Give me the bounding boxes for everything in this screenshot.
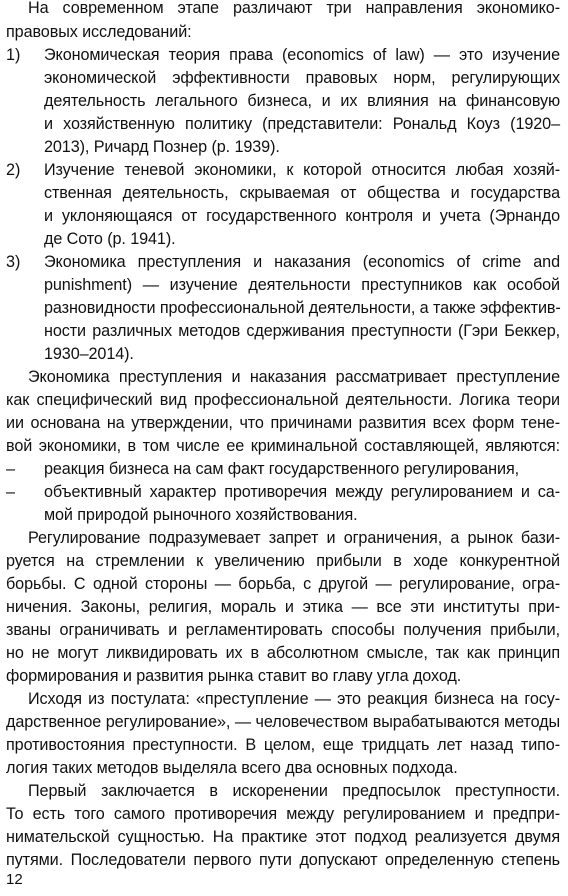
paragraph-line: То есть того самого противоречия между регулированием и предпри- [6, 805, 560, 823]
list-item-line: Экономика преступления и наказания (economics of crime and [44, 253, 560, 271]
document-page [6, 0, 562, 896]
paragraph-line: званы ограничивать и регламентировать способы получения прибыли, [6, 621, 560, 639]
dash-item-line: объективный характер противоречия между регулированием и са- [44, 483, 560, 501]
list-item-line: и уклоняющаяся от государственного контроля и учета (Эрнандо [44, 207, 560, 225]
paragraph-line: дарственное регулирование», — человечеством вырабатываются методы [6, 713, 560, 731]
intro-line: На современном этапе различают три направления экономико- [28, 0, 560, 17]
paragraph-line: как специфический вид профессиональной деятельности. Логика теори [6, 391, 560, 409]
list-item-line: и хозяйственную политику (представители: Рональд Коуз (1920– [44, 115, 560, 133]
list-marker: 1) [6, 46, 21, 64]
page-number: 12 [6, 871, 23, 888]
paragraph-line: борьбы. С одной стороны — борьба, с другой — регулирование, огра- [6, 575, 560, 593]
paragraph-line: Первый заключается в искоренении предпосылок преступности. [28, 782, 560, 800]
paragraph-line: но не могут ликвидировать их в абсолютном смысле, так как принцип [6, 644, 560, 662]
list-item-line: де Сото (р. 1941). [44, 230, 176, 248]
list-item-line: Экономическая теория права (economics of law) — это изучение [44, 46, 560, 64]
paragraph-line: нимательской сущностью. На практике этот подход реализуется двумя [6, 828, 560, 846]
paragraph-line: противостояния преступности. В целом, еще тридцать лет назад типо- [6, 736, 560, 754]
list-item-line: ственная деятельность, скрываемая от общества и государства [44, 184, 560, 202]
list-item-line: деятельность легального бизнеса, и их влияния на финансовую [44, 92, 560, 110]
dash-item-line: реакция бизнеса на сам факт государственного регулирования, [44, 460, 520, 478]
dash-marker: – [6, 483, 16, 501]
intro-line: правовых исследований: [6, 23, 192, 41]
paragraph-line: Регулирование подразумевает запрет и ограничения, а рынок бази- [28, 529, 560, 547]
list-item-line: Изучение теневой экономики, к которой относится любая хозяй- [44, 161, 560, 179]
list-marker: 2) [6, 161, 21, 179]
list-item-line: 1930–2014). [44, 345, 134, 363]
list-item-line: разновидности профессиональной деятельности, а также эффектив- [44, 299, 561, 317]
paragraph-line: ии основана на утверждении, что причинами развития всех форм тене- [6, 414, 560, 432]
list-item-line: экономической эффективности правовых норм, регулирующих [44, 69, 560, 87]
paragraph-line: Исходя из постулата: «преступление — это реакция бизнеса на госу- [28, 690, 560, 708]
paragraph-line: вой экономики, в том числе ее криминальной составляющей, являются: [6, 437, 560, 455]
list-item-line: punishment) — изучение деятельности преступников как особой [44, 276, 560, 294]
paragraph-line: формирования и развития рынка ставит во главу угла доход. [6, 667, 462, 685]
list-item-line: ности различных методов сдерживания преступности (Гэри Беккер, [44, 322, 560, 340]
dash-item-line: мой природой рыночного хозяйствования. [44, 506, 358, 524]
list-marker: 3) [6, 253, 21, 271]
paragraph-line: путями. Последователи первого пути допускают определенную степень [6, 851, 560, 869]
paragraph-line: руется на стремлении к увеличению прибыли в ходе конкурентной [6, 552, 560, 570]
paragraph-line: Экономика преступления и наказания рассматривает преступление [28, 368, 560, 386]
dash-marker: – [6, 460, 16, 478]
list-item-line: 2013), Ричард Познер (р. 1939). [44, 138, 280, 156]
paragraph-line: логия таких методов выделяла всего два основных подхода. [6, 759, 458, 777]
paragraph-line: ничения. Законы, религия, мораль и этика — все эти институты при- [6, 598, 560, 616]
